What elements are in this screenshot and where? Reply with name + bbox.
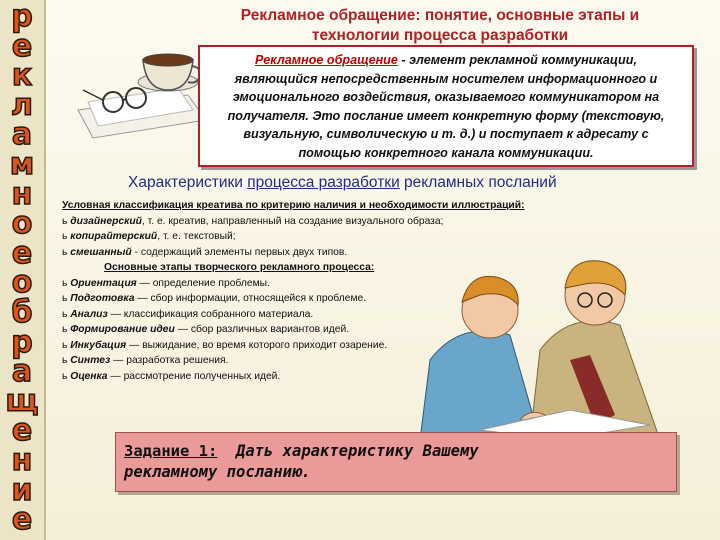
vertical-letter: р <box>11 324 33 360</box>
vertical-letter: н <box>11 443 33 478</box>
definition-box <box>198 45 694 167</box>
bullet-marker: ь <box>62 324 68 335</box>
item-term: Инкубация <box>70 339 127 351</box>
item-description: — классификация собранного материала. <box>107 308 314 320</box>
vertical-title-strip <box>0 0 46 540</box>
vertical-letter: о <box>11 265 33 301</box>
vertical-letter: н <box>11 176 33 212</box>
task-line-1: Дать характеристику Вашему <box>236 442 479 460</box>
task-text <box>124 441 668 483</box>
item-term: дизайнерский <box>70 215 142 227</box>
item-term: Ориентация <box>70 277 137 289</box>
bullet-marker: ь <box>62 308 68 320</box>
subtitle-part-c: рекламных посланий <box>399 174 557 191</box>
definition-line-1: - элемент рекламной коммуникации, <box>397 53 637 67</box>
item-term: Формирование идеи <box>70 324 175 335</box>
task-box <box>115 432 677 492</box>
vertical-letter: е <box>11 28 33 64</box>
item-term: Синтез <box>70 355 111 366</box>
vertical-letter: е <box>11 413 33 449</box>
vertical-letter: а <box>11 354 33 390</box>
subtitle-part-a: Характеристики <box>128 174 248 191</box>
item-description: , т. е. креатив, направленный на создание визуального образа; <box>141 215 444 227</box>
item-description: — сбор различных вариантов идей. <box>174 324 350 335</box>
vertical-letter: е <box>11 502 33 538</box>
item-description: — выжидание, во время которого приходит озарение. <box>126 339 388 351</box>
page-title <box>190 6 690 46</box>
item-term: Оценка <box>70 370 108 382</box>
stages-heading: Основные этапы творческого рекламного процесса: <box>104 262 375 273</box>
definition-term: Рекламное обращение <box>255 53 398 67</box>
item-description: — определение проблемы. <box>136 277 270 289</box>
item-description: — рассмотрение полученных идей. <box>107 370 281 382</box>
bullet-marker: ь <box>62 246 68 258</box>
vertical-letter: и <box>11 472 33 508</box>
task-line-2: рекламному посланию. <box>124 463 311 481</box>
definition-line-4: получателя. Это послание имеет конкретную форму (текстовую, <box>227 108 665 123</box>
item-description: — разработка решения. <box>110 355 229 366</box>
vertical-letter: р <box>11 0 33 34</box>
section-subtitle <box>128 174 698 192</box>
bullet-marker: ь <box>62 277 68 289</box>
task-label: Задание 1: <box>124 442 218 460</box>
vertical-letter: щ <box>5 383 39 419</box>
bullet-marker: ь <box>62 231 68 242</box>
bullet-marker: ь <box>62 215 68 227</box>
working-people-illustration <box>420 240 670 440</box>
vertical-letter: б <box>11 295 33 330</box>
vertical-letter: е <box>11 235 33 271</box>
item-description: , т. е. текстовый; <box>157 231 236 242</box>
bullet-marker: ь <box>62 355 68 366</box>
coffee-cup-glasses-illustration <box>68 40 208 140</box>
definition-text <box>206 51 686 162</box>
title-line-2: технологии процесса разработки <box>311 27 569 44</box>
vertical-letter: м <box>9 147 35 182</box>
bullet-marker: ь <box>62 339 68 351</box>
vertical-letter: а <box>11 117 33 153</box>
title-line-1: Рекламное обращение: понятие, основные этапы и <box>240 7 640 24</box>
subtitle-part-b: процесса разработки <box>247 174 400 191</box>
item-term: смешанный <box>70 246 132 258</box>
item-term: копирайтерский <box>70 231 158 242</box>
definition-line-5: визуальную, символическую и т. д.) и поступает к адресату с <box>243 127 649 141</box>
bullet-marker: ь <box>62 293 68 304</box>
classification-heading: Условная классификация креатива по критерию наличия и необходимости иллюстраций: <box>62 200 525 211</box>
definition-line-2: являющийся непосредственным носителем информационного и <box>234 71 658 86</box>
item-term: Анализ <box>70 308 108 320</box>
definition-line-6: помощью конкретного канала коммуникации. <box>298 145 594 160</box>
vertical-letter: о <box>11 206 33 242</box>
item-term: Подготовка <box>70 293 135 304</box>
vertical-letter: к <box>11 58 33 94</box>
item-description: — сбор информации, относящейся к проблеме. <box>134 293 367 304</box>
vertical-letter: л <box>11 87 33 123</box>
list-item <box>62 214 562 230</box>
item-description: - содержащий элементы первых двух типов. <box>131 246 348 258</box>
definition-line-3: эмоционального воздействия, оказываемого коммуникатором на <box>232 90 660 104</box>
bullet-marker: ь <box>62 370 68 382</box>
